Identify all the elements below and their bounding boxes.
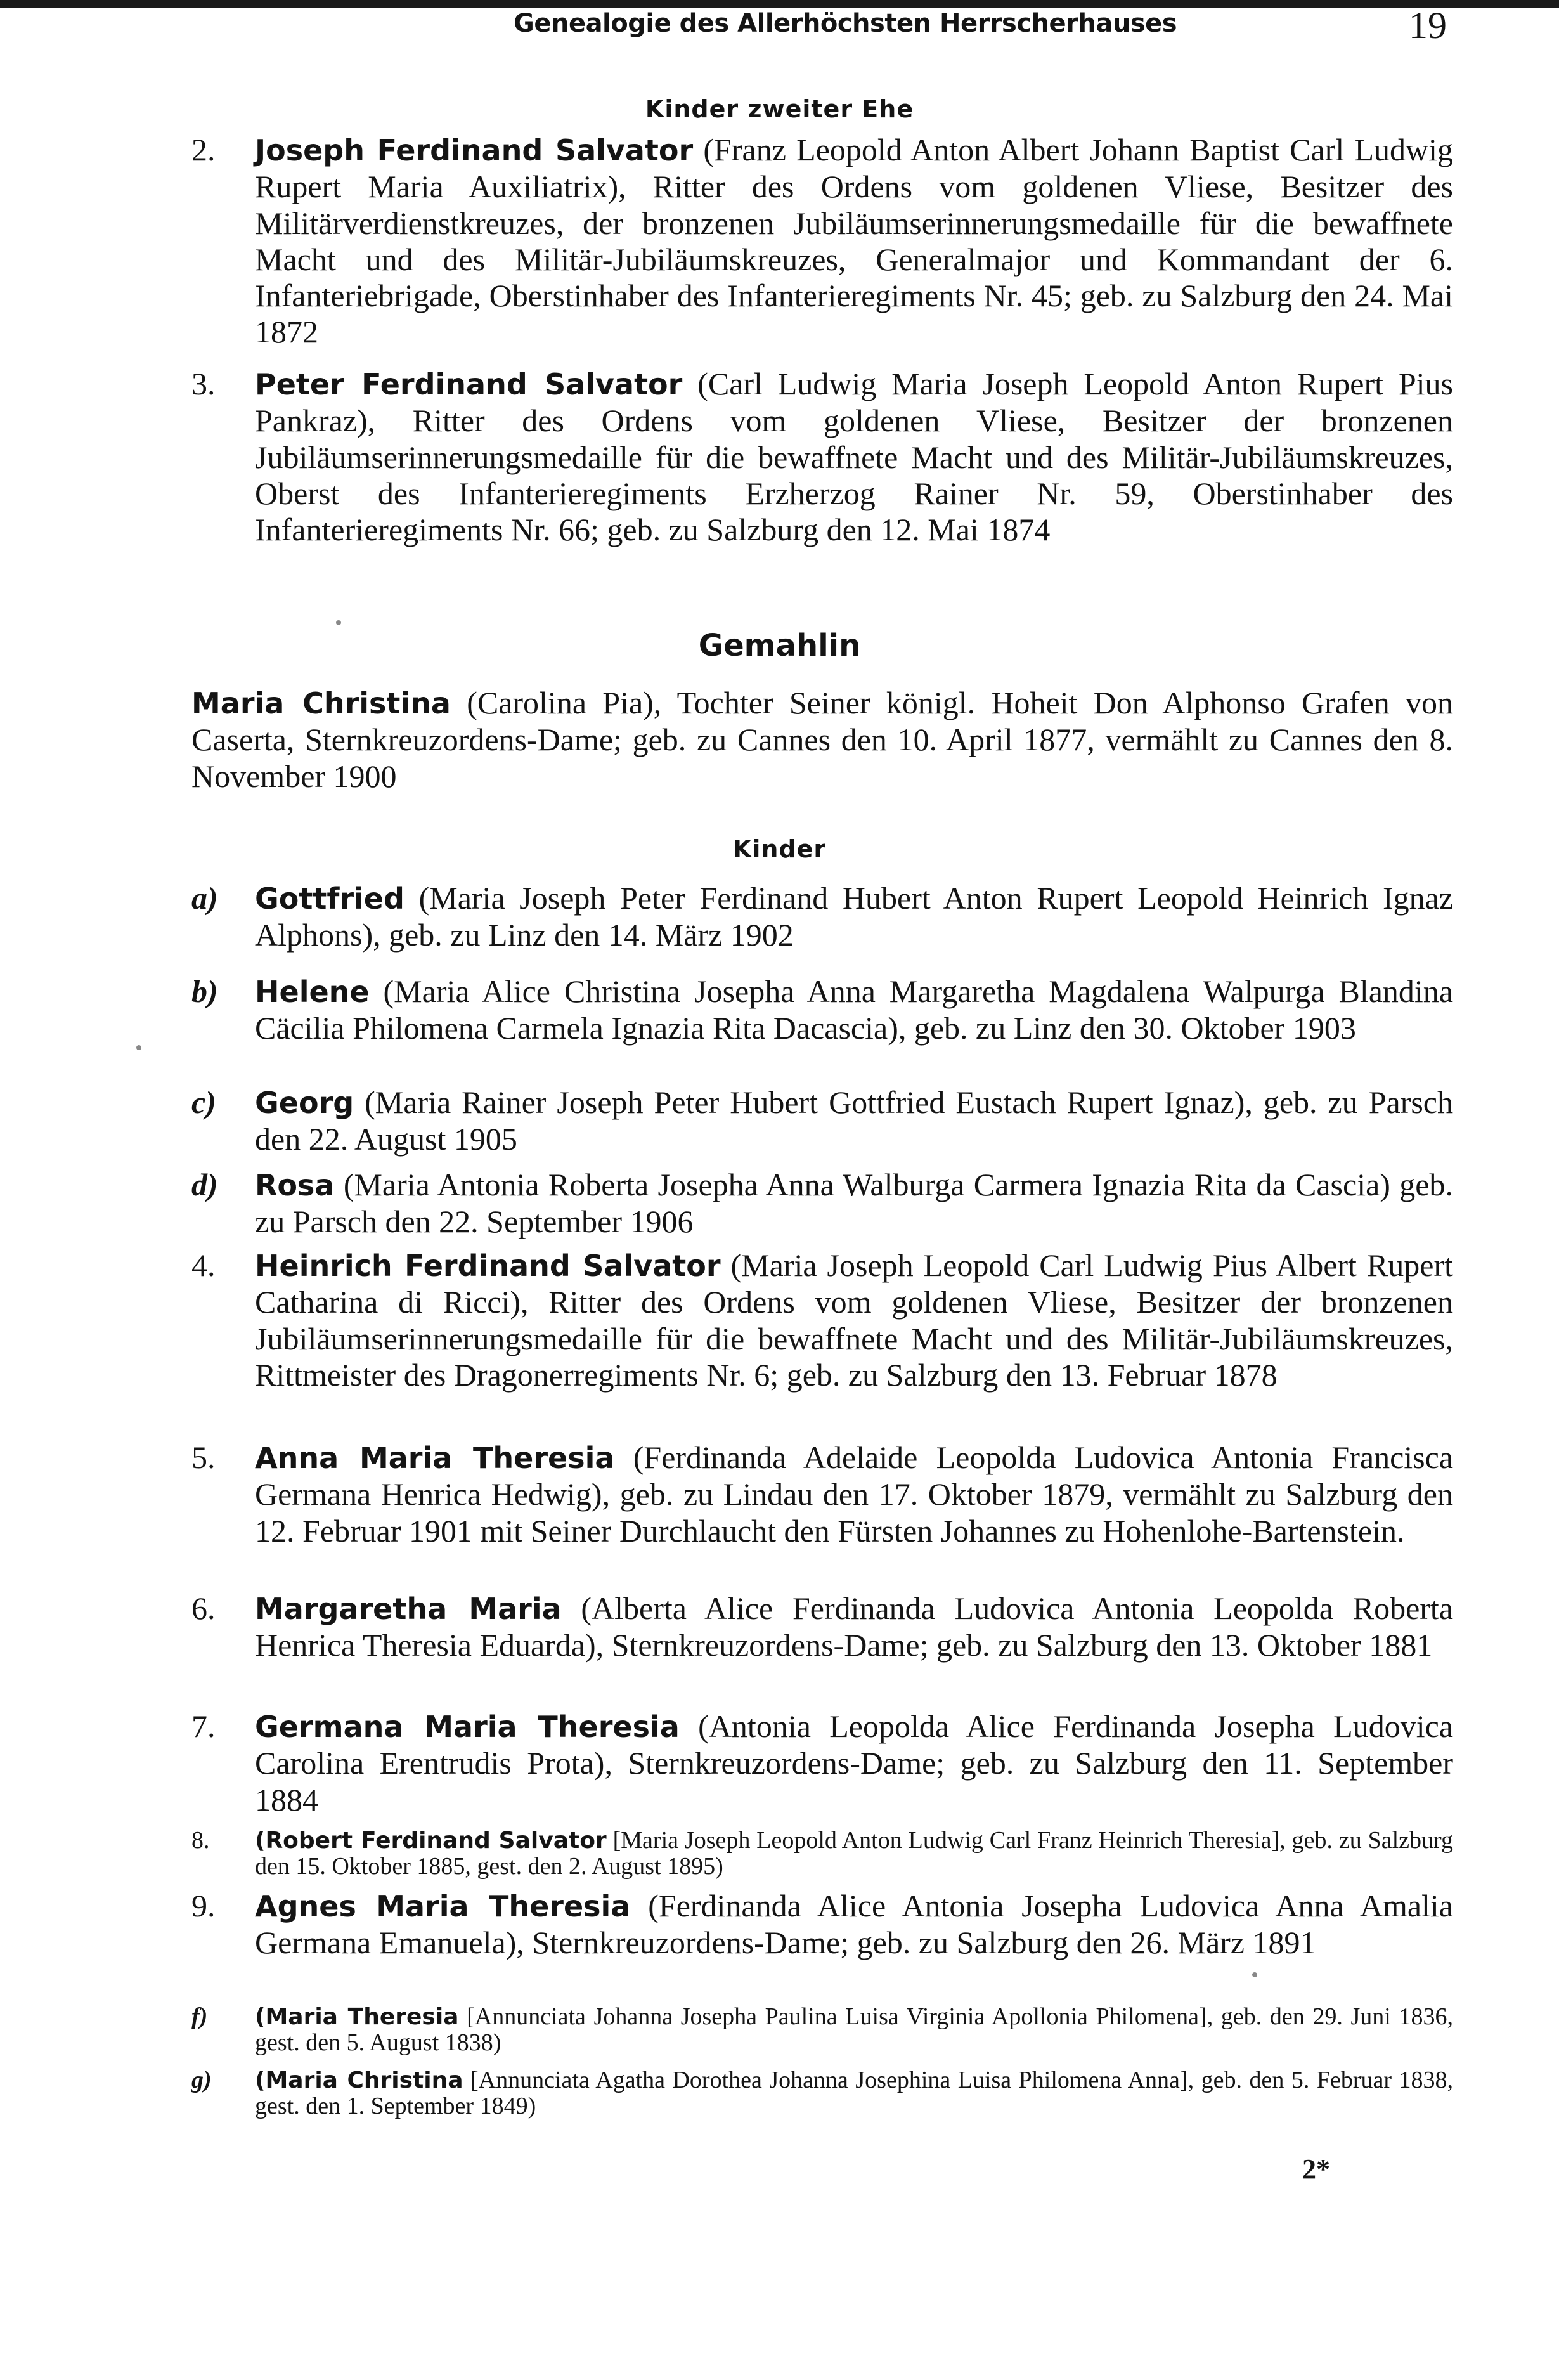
- entry-number: 3.: [191, 366, 216, 401]
- wife-name: Maria Christina: [191, 686, 451, 720]
- entry-text: (Alberta Alice Ferdinanda Ludovica Antonia Leopolda Roberta Henrica Theresia Eduarda), Sternkreuzordens-Dame; geb. zu Salzburg den 13. Oktober 1881: [255, 1590, 1453, 1663]
- print-speck: [336, 620, 341, 625]
- entry-letter: a): [191, 880, 218, 916]
- entry-number: 7.: [191, 1708, 216, 1744]
- page-number: 19: [1409, 4, 1447, 46]
- section-heading-children: Kinder: [732, 835, 827, 863]
- entry-9: [191, 1888, 1453, 1961]
- entry-text: (Maria Rainer Joseph Peter Hubert Gottfried Eustach Rupert Ignaz), geb. zu Parsch den 22. August 1905: [255, 1084, 1453, 1157]
- entry-text: (Franz Leopold Anton Albert Johann Baptist Carl Ludwig Rupert Maria Auxiliatrix), Ritter des Ordens vom goldenen Vliese, Besitzer des Militärverdienstkreuzes, der bronzenen Jubiläumserinnerungsmedaille für die bewaffnete Macht und des Militär-Jubiläumskreuzes, Generalmajor und Kommandant der 6. Infanteriebrigade, Oberstinhaber des Infanterieregiments Nr. 45; geb. zu Salzburg den 24. Mai 1872: [255, 132, 1453, 350]
- entry-name: Germana Maria Theresia: [255, 1710, 680, 1744]
- print-speck: [1252, 1972, 1257, 1977]
- child-c: [191, 1084, 1453, 1158]
- entry-text: (Maria Antonia Roberta Josepha Anna Walburga Carmera Ignazia Rita da Cascia) geb. zu Parsch den 22. September 1906: [255, 1167, 1453, 1240]
- entry-name: Rosa: [255, 1168, 335, 1202]
- entry-7: [191, 1708, 1453, 1818]
- entry-letter: b): [191, 973, 218, 1009]
- entry-text: [Annunciata Johanna Josepha Paulina Luisa Virginia Apollonia Philomena], geb. den 29. Juni 1836, gest. den 5. August 1838): [255, 2003, 1453, 2056]
- entry-text: [Maria Joseph Leopold Anton Ludwig Carl Franz Heinrich Theresia], geb. zu Salzburg den 15. Oktober 1885, gest. den 2. August 1895): [255, 1827, 1454, 1880]
- child-b: [191, 973, 1453, 1047]
- entry-3: [191, 366, 1453, 548]
- wife-text: (Carolina Pia), Tochter Seiner königl. Hoheit Don Alphonso Grafen von Caserta, Sternkreuzordens-Dame; geb. zu Cannes den 10. April 1877, vermählt zu Cannes den 8. November 1900: [191, 685, 1453, 794]
- entry-letter: f): [191, 2003, 208, 2030]
- entry-6: [191, 1590, 1453, 1664]
- entry-name: Anna Maria Theresia: [255, 1441, 615, 1475]
- entry-name: (Robert Ferdinand Salvator: [255, 1828, 607, 1854]
- entry-text: (Carl Ludwig Maria Joseph Leopold Anton Rupert Pius Pankraz), Ritter des Ordens vom goldenen Vliese, Besitzer der bronzenen Jubiläumserinnerungsmedaille für die bewaffnete Macht und des Militär-Jubiläumskreuzes, Oberst des Infanterieregiments Erzherzog Rainer Nr. 59, Oberstinhaber des Infanterieregiments Nr. 66; geb. zu Salzburg den 12. Mai 1874: [255, 366, 1453, 548]
- entry-name: Agnes Maria Theresia: [255, 1889, 631, 1923]
- entry-name: Peter Ferdinand Salvator: [255, 367, 683, 401]
- entry-text: [Annunciata Agatha Dorothea Johanna Josephina Luisa Philomena Anna], geb. den 5. Februar 1838, gest. den 1. September 1849): [255, 2067, 1453, 2119]
- entry-name: (Maria Theresia: [255, 2004, 459, 2030]
- entry-name: (Maria Christina: [255, 2067, 463, 2093]
- entry-8: [191, 1828, 1453, 1879]
- entry-number: 6.: [191, 1590, 216, 1626]
- entry-name: Gottfried: [255, 881, 404, 916]
- running-head: Genealogie des Allerhöchsten Herrscherhauses: [514, 9, 1177, 38]
- entry-text: (Maria Joseph Peter Ferdinand Hubert Anton Rupert Leopold Heinrich Ignaz Alphons), geb. zu Linz den 14. März 1902: [255, 880, 1453, 953]
- section-heading-children-second-marriage: Kinder zweiter Ehe: [645, 95, 914, 123]
- entry-letter: c): [191, 1084, 216, 1120]
- entry-text: (Ferdinanda Alice Antonia Josepha Ludovica Anna Amalia Germana Emanuela), Sternkreuzordens-Dame; geb. zu Salzburg den 26. März 1891: [255, 1888, 1453, 1961]
- entry-number: 4.: [191, 1247, 216, 1283]
- child-f: [191, 2004, 1453, 2055]
- top-rule: [0, 0, 1559, 8]
- entry-name: Joseph Ferdinand Salvator: [255, 133, 694, 167]
- entry-5: [191, 1440, 1453, 1549]
- entry-2: [191, 132, 1453, 351]
- entry-number: 8.: [191, 1827, 210, 1854]
- entry-text: (Maria Alice Christina Josepha Anna Margaretha Magdalena Walpurga Blandina Cäcilia Philomena Carmela Ignazia Rita Dacascia), geb. zu Linz den 30. Oktober 1903: [255, 973, 1453, 1046]
- entry-name: Margaretha Maria: [255, 1592, 562, 1626]
- section-heading-wife: Gemahlin: [698, 628, 861, 663]
- signature-mark: 2*: [1302, 2154, 1330, 2185]
- entry-text: (Maria Joseph Leopold Carl Ludwig Pius Albert Rupert Catharina di Ricci), Ritter des Ordens vom goldenen Vliese, Besitzer der bronzenen Jubiläumserinnerungsmedaille für die bewaffnete Macht und des Militär-Jubiläumskreuzes, Rittmeister des Dragonerregiments Nr. 6; geb. zu Salzburg den 13. Februar 1878: [255, 1247, 1453, 1393]
- entry-number: 5.: [191, 1440, 216, 1475]
- child-g: [191, 2067, 1453, 2119]
- entry-number: 2.: [191, 132, 216, 167]
- entry-name: Helene: [255, 975, 370, 1009]
- entry-name: Heinrich Ferdinand Salvator: [255, 1249, 721, 1283]
- entry-letter: d): [191, 1167, 218, 1202]
- child-a: [191, 880, 1453, 954]
- wife-entry: [191, 685, 1453, 795]
- entry-letter: g): [191, 2067, 212, 2093]
- entry-text: (Ferdinanda Adelaide Leopolda Ludovica Antonia Francisca Germana Henrica Hedwig), geb. zu Lindau den 17. Oktober 1879, vermählt zu Salzburg den 12. Februar 1901 mit Seiner Durchlaucht den Fürsten Johannes zu Hohenlohe-Bartenstein.: [255, 1440, 1454, 1549]
- entry-number: 9.: [191, 1888, 216, 1923]
- print-speck: [136, 1045, 141, 1050]
- entry-text: (Antonia Leopolda Alice Ferdinanda Josepha Ludovica Carolina Erentrudis Prota), Sternkreuzordens-Dame; geb. zu Salzburg den 11. September 1884: [255, 1708, 1453, 1818]
- entry-name: Georg: [255, 1086, 354, 1120]
- entry-4: [191, 1247, 1453, 1393]
- child-d: [191, 1167, 1453, 1240]
